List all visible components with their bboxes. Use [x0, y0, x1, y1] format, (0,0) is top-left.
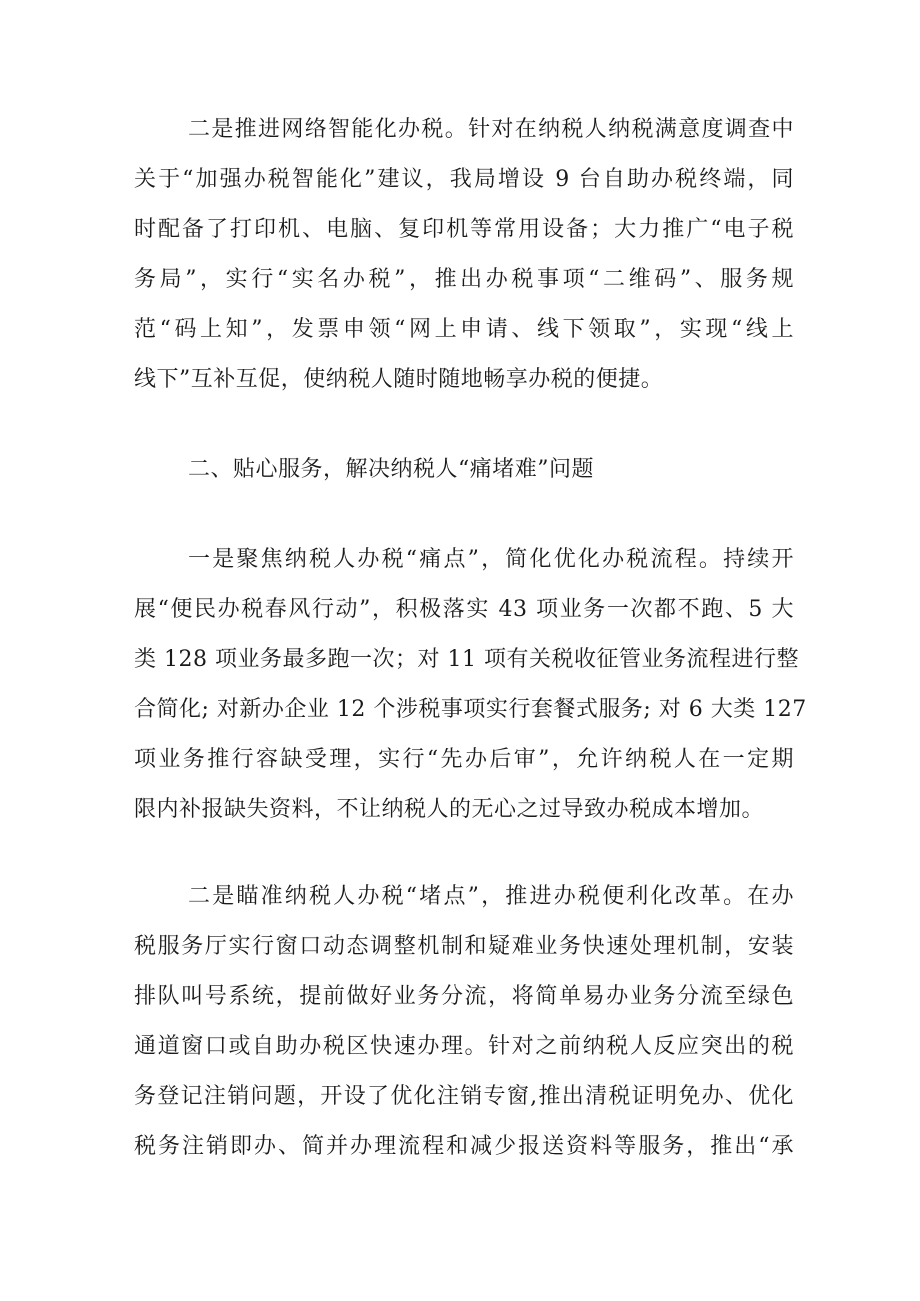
paragraph-line: 合简化; 对新办企业 12 个涉税事项实行套餐式服务; 对 6 大类 127 [134, 697, 807, 722]
paragraph-line: 项业务推行容缺受理，实行“先办后审”，允许纳税人在一定期 [134, 747, 794, 772]
paragraph-line: 一是聚焦纳税人办税“痛点”，简化优化办税流程。持续开 [188, 547, 794, 572]
section-heading [134, 445, 794, 495]
paragraph-line: 关于“加强办税智能化”建议，我局增设 9 台自助办税终端，同 [134, 167, 794, 192]
paragraph-line: 范“码上知”，发票申领“网上申请、线下领取”，实现“线上 [134, 317, 794, 342]
paragraph-line: 务局”，实行“实名办税”，推出办税事项“二维码”、服务规 [134, 267, 794, 292]
paragraph-line: 排队叫号系统，提前做好业务分流，将简单易办业务分流至绿色 [134, 984, 794, 1009]
paragraph-network-tax [134, 105, 794, 405]
paragraph-line: 类 128 项业务最多跑一次；对 11 项有关税收征管业务流程进行整 [134, 647, 799, 672]
paragraph-line: 通道窗口或自助办税区快速办理。针对之前纳税人反应突出的税 [134, 1034, 794, 1059]
paragraph-line: 二是推进网络智能化办税。针对在纳税人纳税满意度调查中 [188, 117, 794, 142]
section-heading-text: 二、贴心服务，解决纳税人“痛堵难”问题 [188, 457, 594, 482]
paragraph-blocking-points [134, 872, 794, 1172]
paragraph-line: 线下”互补互促，使纳税人随时随地畅享办税的便捷。 [134, 367, 664, 392]
paragraph-line: 二是瞄准纳税人办税“堵点”，推进办税便利化改革。在办 [188, 884, 794, 909]
paragraph-line: 展“便民办税春风行动”，积极落实 43 项业务一次都不跑、5 大 [134, 597, 794, 622]
paragraph-line: 税务注销即办、简并办理流程和减少报送资料等服务，推出“承 [134, 1134, 794, 1159]
paragraph-line: 时配备了打印机、电脑、复印机等常用设备；大力推广“电子税 [134, 217, 794, 242]
paragraph-line: 务登记注销问题，开设了优化注销专窗,推出清税证明免办、优化 [134, 1084, 794, 1109]
paragraph-pain-points [134, 535, 807, 835]
paragraph-line: 限内补报缺失资料，不让纳税人的无心之过导致办税成本增加。 [134, 797, 765, 822]
paragraph-line: 税服务厅实行窗口动态调整机制和疑难业务快速处理机制，安装 [134, 934, 794, 959]
